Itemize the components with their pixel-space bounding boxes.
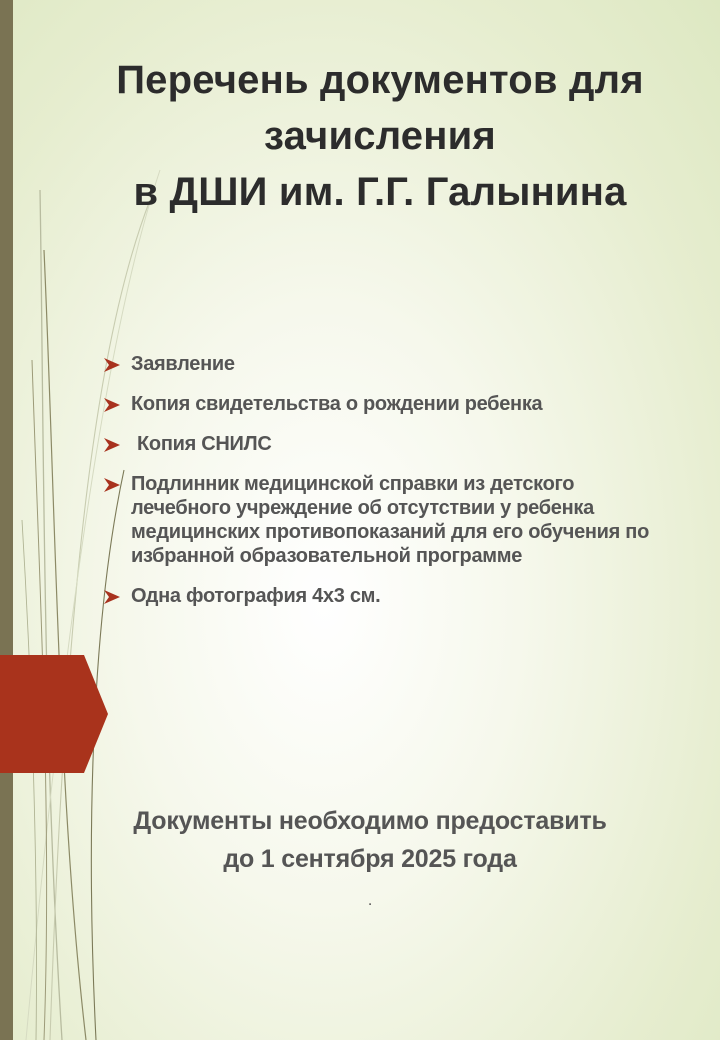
list-item-text: Копия СНИЛС <box>137 433 272 455</box>
notice-line-2 <box>70 840 670 920</box>
list-item-text: Заявление <box>131 353 235 375</box>
arrowhead-bullet-icon <box>104 590 120 604</box>
title-line-1: Перечень документов для <box>116 58 644 102</box>
arrowhead-bullet-icon <box>104 438 120 452</box>
list-item-text: Копия свидетельства о рождении ребенка <box>131 393 543 415</box>
arrowhead-bullet-icon <box>104 398 120 412</box>
notice-trailing-dot: . <box>367 892 373 909</box>
list-item-text: Подлинник медицинской справки из детского лечебного учреждение об отсутствии у ребенка медицинских противопоказаний для его обучения по избранной образовательной программе <box>131 473 649 567</box>
deadline-notice <box>70 802 670 920</box>
list-item <box>104 392 664 416</box>
red-arrow-tab <box>0 655 108 773</box>
arrowhead-bullet-icon <box>104 358 120 372</box>
list-item <box>104 584 664 608</box>
documents-list <box>104 352 664 624</box>
arrowhead-bullet-icon <box>104 478 120 492</box>
list-item-text: Одна фотография 4х3 см. <box>131 585 381 607</box>
list-item <box>104 472 664 568</box>
list-item <box>104 352 664 376</box>
title-line-2: зачисления <box>264 114 496 158</box>
page-title <box>60 52 700 220</box>
title-line-3: в ДШИ им. Г.Г. Галынина <box>133 170 627 214</box>
list-item <box>104 432 664 456</box>
notice-line-1: Документы необходимо предоставить <box>133 807 607 835</box>
notice-date: до 1 сентября 2025 года <box>223 845 517 873</box>
